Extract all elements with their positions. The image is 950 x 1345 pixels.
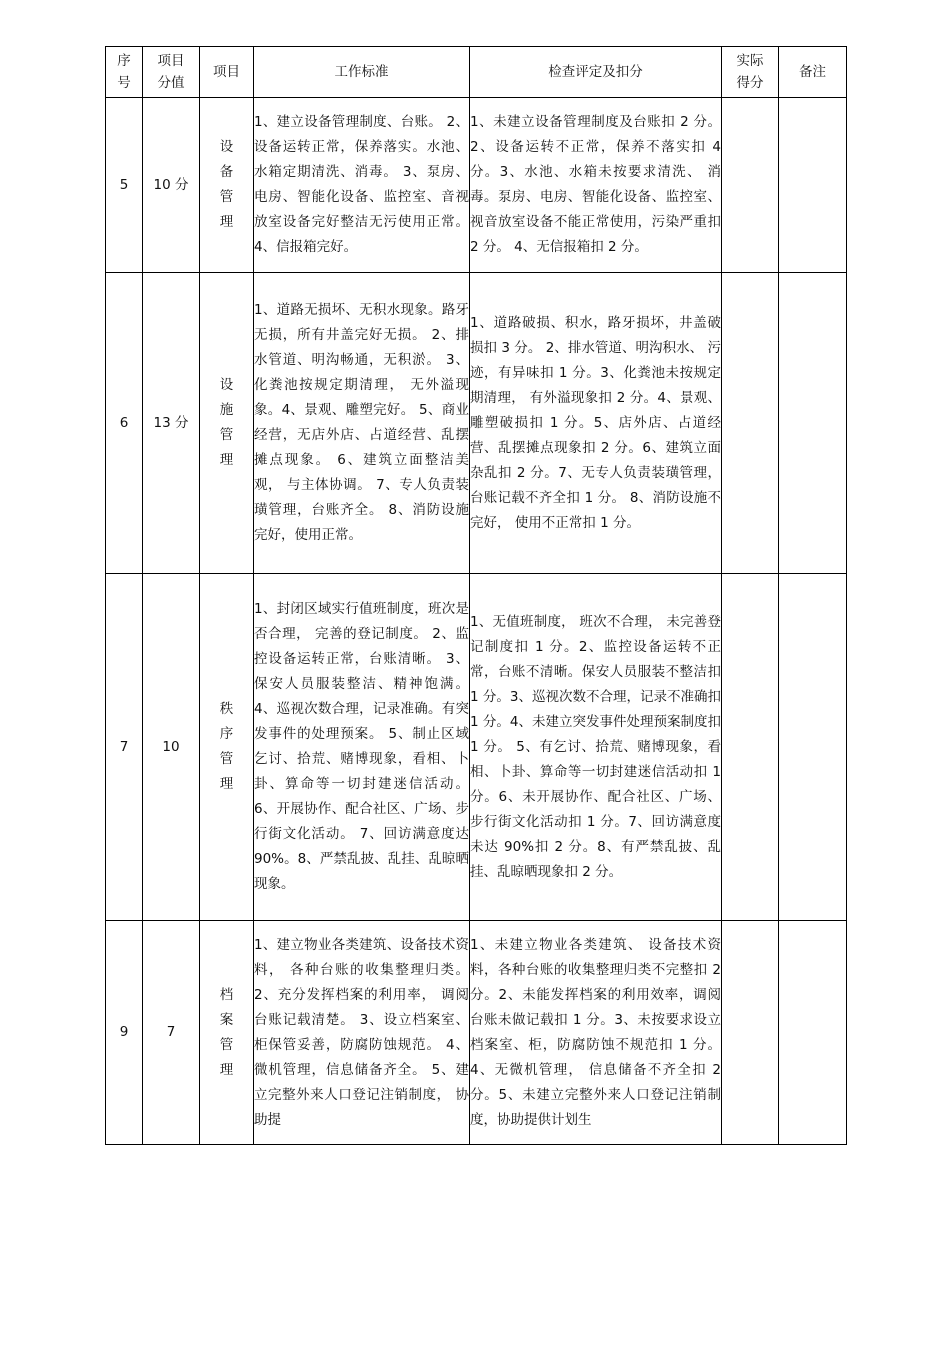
- header-check: 检查评定及扣分: [470, 47, 722, 98]
- row-item: 设施管理: [200, 273, 254, 574]
- row-score: 13 分: [143, 273, 200, 574]
- row-check: 1、未建立设备管理制度及台账扣 2 分。 2、设备运转不正常，保养不落实扣 4 分。3、水池、水箱未按要求清洗、 消毒。泵房、电房、智能化设备、监控室、视音放室设备不能正常使用，污染严重扣 2 分。 4、无信报箱扣 2 分。: [470, 98, 722, 273]
- row-score: 10 分: [143, 98, 200, 273]
- row-seq: 9: [106, 921, 143, 1145]
- row-check: 1、未建立物业各类建筑、 设备技术资料，各种台账的收集整理归类不完整扣 2 分。2、未能发挥档案的利用效率，调阅台账未做记载扣 1 分。3、未按要求设立档案室、柜，防腐防蚀不规范扣 1 分。4、无微机管理， 信息储备不齐全扣 2 分。5、未建立完整外来人口登记注销制度，协助提供计划生: [470, 921, 722, 1145]
- header-row: [106, 47, 847, 98]
- row-item: 秩序管理: [200, 574, 254, 921]
- row-standard: 1、建立设备管理制度、台账。 2、设备运转正常，保养落实。水池、水箱定期清洗、消毒。 3、泵房、电房、智能化设备、监控室、音视放室设备完好整洁无污使用正常。 4、信报箱完好。: [254, 98, 470, 273]
- row-standard: 1、建立物业各类建筑、设备技术资料， 各种台账的收集整理归类。 2、充分发挥档案的利用率， 调阅台账记载清楚。 3、设立档案室、柜保管妥善，防腐防蚀规范。 4、微机管理，信息储备齐全。 5、建立完整外来人口登记注销制度， 协助提: [254, 921, 470, 1145]
- row-standard: 1、道路无损坏、无积水现象。路牙无损，所有井盖完好无损。 2、排水管道、明沟畅通，无积淤。 3、化粪池按规定期清理， 无外溢现象。4、景观、雕塑完好。 5、商业经营，无店外店、占道经营、乱摆摊点现象。 6、建筑立面整洁美观， 与主体协调。 7、专人负责装璜管理，台账齐全。 8、消防设施完好，使用正常。: [254, 273, 470, 574]
- row-note: [779, 273, 847, 574]
- row-actual: [722, 921, 779, 1145]
- row-actual: [722, 273, 779, 574]
- table-row: [106, 921, 847, 1145]
- header-seq: 序 号: [106, 47, 143, 98]
- table-row: [106, 273, 847, 574]
- table-row: [106, 98, 847, 273]
- row-check: 1、道路破损、积水，路牙损坏，井盖破损扣 3 分。 2、排水管道、明沟积水、 污迹，有异味扣 1 分。3、化粪池未按规定期清理， 有外溢现象扣 2 分。4、景观、雕塑破损扣 1 分。5、店外店、占道经营、乱摆摊点现象扣 2 分。6、建筑立面杂乱扣 2 分。7、无专人负责装璜管理，台账记载不齐全扣 1 分。 8、消防设施不完好， 使用不正常扣 1 分。: [470, 273, 722, 574]
- row-actual: [722, 98, 779, 273]
- table-row: [106, 574, 847, 921]
- row-note: [779, 574, 847, 921]
- row-actual: [722, 574, 779, 921]
- header-score: 项目 分值: [143, 47, 200, 98]
- row-seq: 6: [106, 273, 143, 574]
- row-seq: 7: [106, 574, 143, 921]
- row-standard: 1、封闭区域实行值班制度，班次是否合理， 完善的登记制度。 2、监控设备运转正常，台账清晰。 3、保安人员服装整洁、精神饱满。 4、巡视次数合理，记录准确。有突发事件的处理预案。 5、制止区域乞讨、拾荒、赌博现象，看相、卜卦、算命等一切封建迷信活动。 6、开展协作、配合社区、广场、步行街文化活动。 7、回访满意度达 90%。8、严禁乱披、乱挂、乱晾晒现象。: [254, 574, 470, 921]
- row-note: [779, 921, 847, 1145]
- header-standard: 工作标准: [254, 47, 470, 98]
- header-actual: 实际 得分: [722, 47, 779, 98]
- row-item: 设备管理: [200, 98, 254, 273]
- header-item: 项目: [200, 47, 254, 98]
- row-seq: 5: [106, 98, 143, 273]
- evaluation-table: [105, 46, 847, 1145]
- row-item: 档案管理: [200, 921, 254, 1145]
- row-check: 1、无值班制度， 班次不合理， 未完善登记制度扣 1 分。2、监控设备运转不正常，台账不清晰。保安人员服装不整洁扣 1 分。3、巡视次数不合理，记录不准确扣 1 分。4、未建立突发事件处理预案制度扣 1 分。 5、有乞讨、拾荒、赌博现象，看相、卜卦、算命等一切封建迷信活动扣 1 分。6、未开展协作、配合社区、广场、步行街文化活动扣 1 分。7、回访满意度未达 90%扣 2 分。8、有严禁乱披、乱挂、乱晾晒现象扣 2 分。: [470, 574, 722, 921]
- header-note: 备注: [779, 47, 847, 98]
- row-note: [779, 98, 847, 273]
- row-score: 7: [143, 921, 200, 1145]
- row-score: 10: [143, 574, 200, 921]
